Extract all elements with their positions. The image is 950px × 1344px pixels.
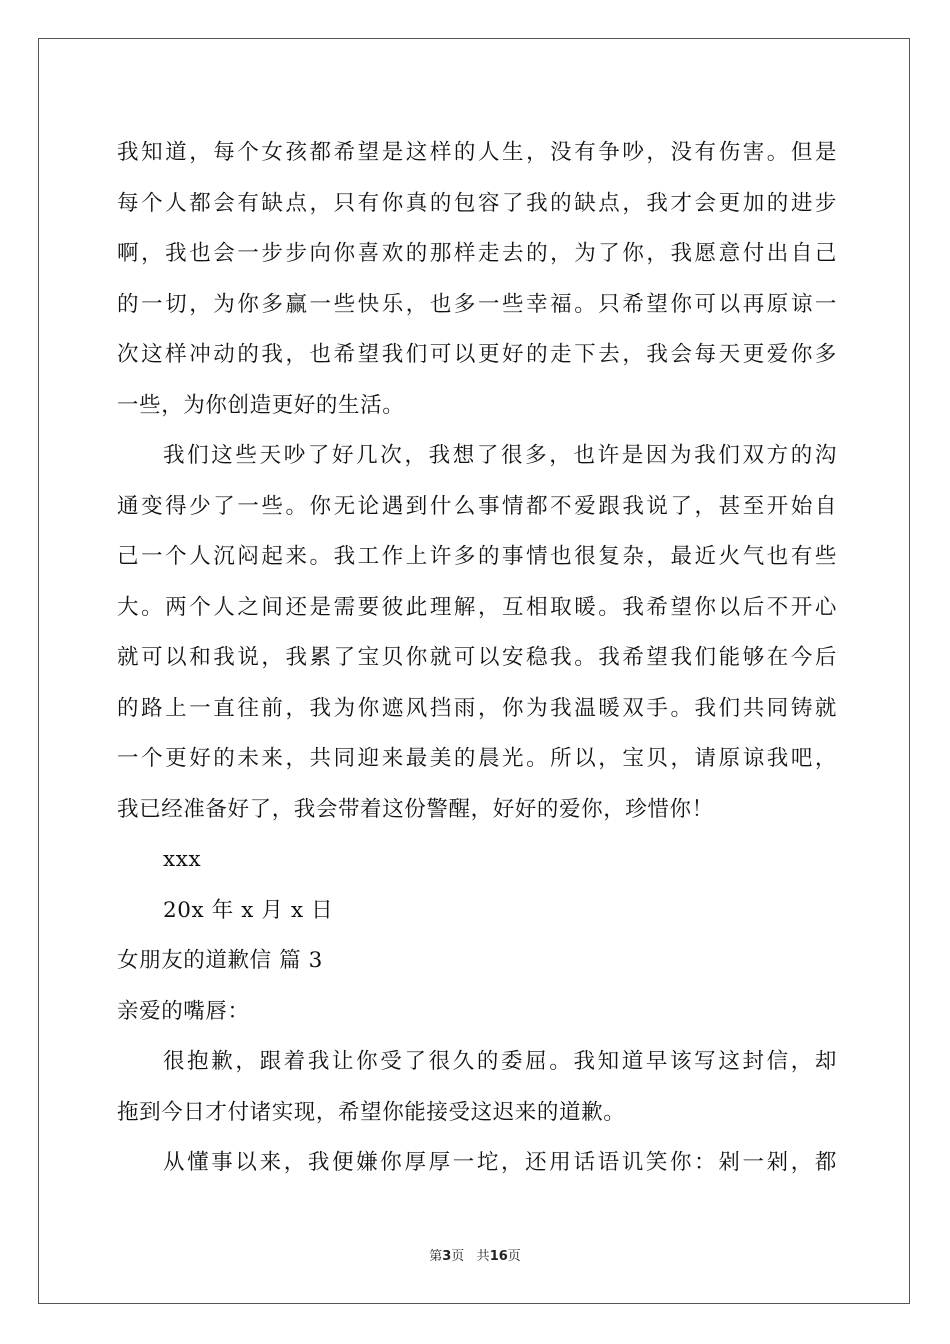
footer-page-suffix: 页 [451,1249,465,1264]
text-line: 通变得少了一些。你无论遇到什么事情都不爱跟我说了，甚至开始自 [117,493,837,519]
signature-date: 20x 年 x 月 x 日 [163,897,334,923]
salutation: 亲爱的嘴唇： [117,998,250,1024]
footer-prefix: 第 [429,1249,443,1264]
letter-body [117,128,837,1189]
footer-page-number: 3 [442,1249,452,1264]
text-line: 我已经准备好了，我会带着这份警醒，好好的爱你，珍惜你！ [117,796,714,822]
text-line: 啊，我也会一步步向你喜欢的那样走去的，为了你，我愿意付出自己 [117,241,837,266]
text-line: 很抱歉，跟着我让你受了很久的委屈。我知道早该写这封信，却 [163,1049,837,1074]
section-heading: 女朋友的道歉信 篇 3 [117,948,323,973]
text-line: 的路上一直往前，我为你遮风挡雨，你为我温暖双手。我们共同铸就 [117,695,837,721]
text-line: 就可以和我说，我累了宝贝你就可以安稳我。我希望我们能够在今后 [117,645,837,670]
text-line: 己一个人沉闷起来。我工作上许多的事情也很复杂，最近火气也有些 [117,544,837,569]
text-line: 我知道，每个女孩都希望是这样的人生，没有争吵，没有伤害。但是 [117,140,837,165]
signature-name: xxx [163,847,202,872]
text-line: 拖到今日才付诸实现，希望你能接受这迟来的道歉。 [117,1099,626,1125]
text-line: 一个更好的未来，共同迎来最美的晨光。所以，宝贝，请原谅我吧， [117,746,837,771]
text-line: 大。两个人之间还是需要彼此理解，互相取暖。我希望你以后不开心 [117,594,837,620]
footer-total-suffix: 页 [507,1249,521,1264]
footer-total-pages: 16 [489,1249,508,1264]
text-line: 的一切，为你多赢一些快乐，也多一些幸福。只希望你可以再原谅一 [117,291,837,317]
text-line: 一些，为你创造更好的生活。 [117,392,405,418]
text-line: 每个人都会有缺点，只有你真的包容了我的缺点，我才会更加的进步 [117,190,837,216]
page-footer [0,1245,950,1264]
text-line: 次这样冲动的我，也希望我们可以更好的走下去，我会每天更爱你多 [117,342,837,367]
text-line: 我们这些天吵了好几次，我想了很多，也许是因为我们双方的沟 [163,443,837,468]
footer-total-prefix: 共 [476,1249,490,1264]
text-line: 从懂事以来，我便嫌你厚厚一坨，还用话语讥笑你：剁一剁，都 [163,1150,837,1175]
